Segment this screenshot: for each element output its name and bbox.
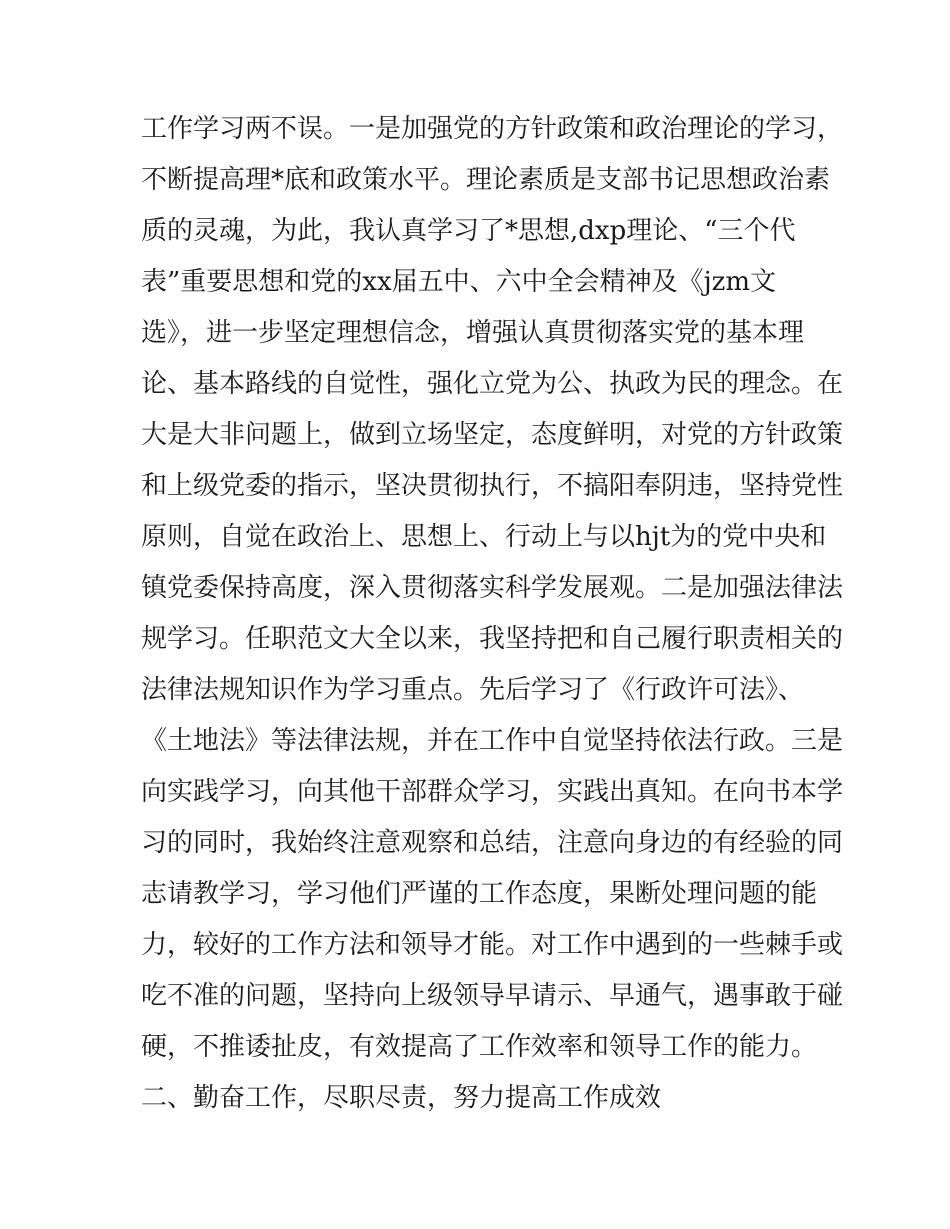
text-line: 工作学习两不误。一是加强党的方针政策和政治理论的学习， [141, 114, 844, 144]
text-line: 和上级党委的指示，坚决贯彻执行，不搞阳奉阴违，坚持党性 [141, 471, 844, 501]
text-line: 习的同时，我始终注意观察和总结，注意向身边的有经验的同 [141, 828, 844, 858]
text-line: 吃不准的问题，坚持向上级领导早请示、早通气，遇事敢于碰 [141, 981, 844, 1011]
text-line: 力，较好的工作方法和领导才能。对工作中遇到的一些棘手或 [141, 930, 844, 960]
text-line: 向实践学习，向其他干部群众学习，实践出真知。在向书本学 [141, 777, 844, 807]
text-line: 原则，自觉在政治上、思想上、行动上与以hjt为的党中央和 [141, 522, 827, 552]
text-line: 质的灵魂，为此，我认真学习了*思想,dxp理论、“三个代 [141, 216, 796, 246]
text-line: 大是大非问题上，做到立场坚定，态度鲜明，对党的方针政策 [141, 420, 844, 450]
text-line: 选》，进一步坚定理想信念，增强认真贯彻落实党的基本理 [141, 318, 805, 348]
text-line: 志请教学习，学习他们严谨的工作态度，果断处理问题的能 [141, 879, 818, 909]
text-line: 法律法规知识作为学习重点。先后学习了《行政许可法》、 [141, 675, 805, 705]
text-line: 论、基本路线的自觉性，强化立党为公、执政为民的理念。在 [141, 369, 844, 399]
text-line: 表”重要思想和党的xx届五中、六中全会精神及《jzm文 [141, 267, 777, 297]
document-body [141, 104, 844, 1124]
text-line: 规学习。任职范文大全以来，我坚持把和自己履行职责相关的 [141, 624, 844, 654]
section-heading: 二、勤奋工作，尽职尽责，努力提高工作成效 [141, 1083, 662, 1113]
text-line: 《土地法》等法律法规，并在工作中自觉坚持依法行政。三是 [141, 726, 844, 756]
text-line: 硬，不推诿扯皮，有效提高了工作效率和领导工作的能力。 [141, 1032, 818, 1062]
text-line: 不断提高理*底和政策水平。理论素质是支部书记思想政治素 [141, 165, 831, 195]
text-line: 镇党委保持高度，深入贯彻落实科学发展观。二是加强法律法 [141, 573, 844, 603]
